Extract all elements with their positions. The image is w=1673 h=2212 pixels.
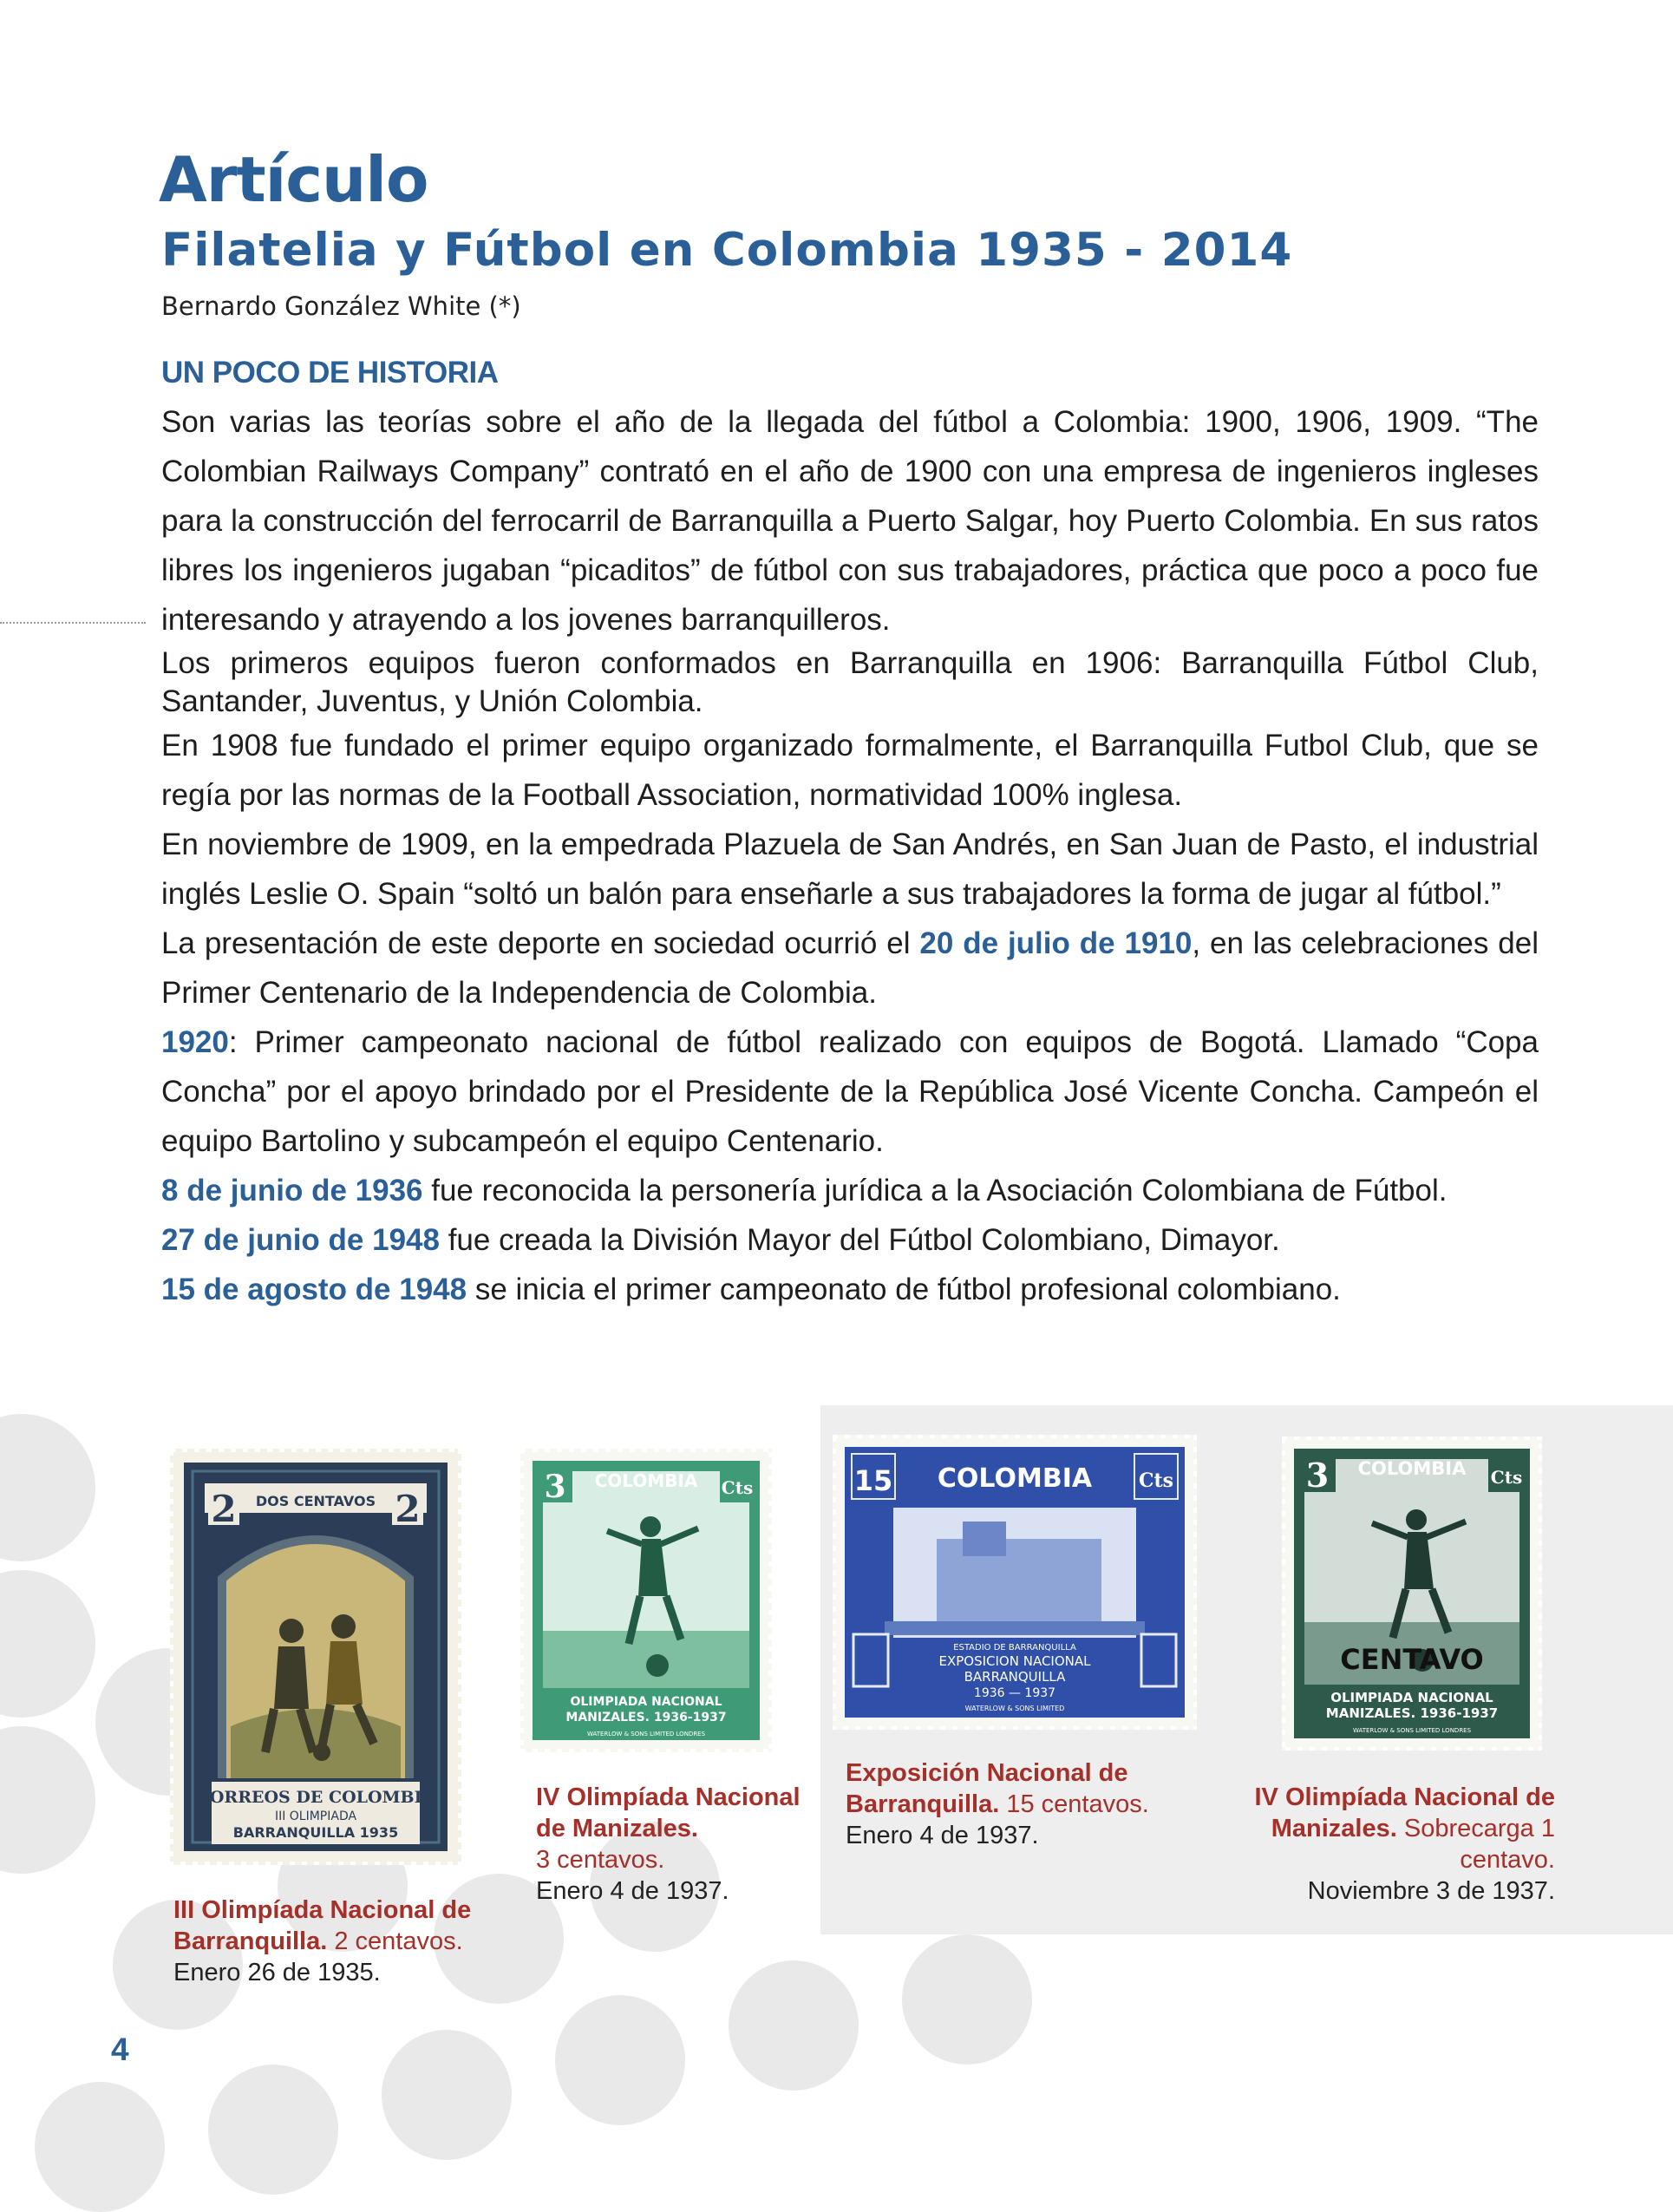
paragraph-6: [161, 1018, 1539, 1166]
paragraph-9: [161, 1265, 1539, 1314]
caption-value: 15 centavos.: [1006, 1790, 1149, 1818]
stamp-3-printer: WATERLOW & SONS LIMITED: [964, 1705, 1065, 1712]
stamp-4-caption: [1210, 1782, 1555, 1907]
stamp-2-country: COLOMBIA: [594, 1470, 698, 1491]
stamp-2-bottom-line2: MANIZALES. 1936-1937: [565, 1711, 727, 1724]
stamp-3-line1: ESTADIO DE BARRANQUILLA: [953, 1643, 1076, 1652]
article-kicker: Artículo: [159, 143, 428, 216]
paragraph-7-text: fue reconocida la personería jurídica a la Asociación Colombiana de Fútbol.: [422, 1174, 1448, 1207]
paragraph-5-text-after: , en las celebraciones del Primer Centenario de la Independencia de Colombia.: [161, 926, 1539, 1010]
stamp-manizales-overprint: [1282, 1436, 1542, 1751]
caption-date: Enero 26 de 1935.: [173, 1959, 381, 1986]
paragraph-7: [161, 1166, 1539, 1215]
caption-value: Sobrecarga 1 centavo.: [1403, 1815, 1555, 1874]
date-highlight: 27 de junio de 1948: [161, 1223, 440, 1257]
stamp-3-currency: Cts: [1138, 1469, 1174, 1492]
stamp-4-bottom-line1: OLIMPIADA NACIONAL: [1330, 1690, 1493, 1705]
paragraph-2: Los primeros equipos fueron conformados en Barranquilla en 1906: Barranquilla Fútbol Club, Santander, Juventus, y Unión Colombia.: [161, 646, 1539, 718]
caption-date: Enero 4 de 1937.: [536, 1877, 729, 1905]
paragraph-1: Son varias las teorías sobre el año de la llegada del fútbol a Colombia: 1900, 1906, 1909. “The Colombian Railways Company” contrató en el año de 1900 con una empresa de ingenieros ingleses para la construcción del ferrocarril de Barranquilla a Puerto Salgar, hoy Puerto Colombia. En sus ratos libres los ingenieros jugaban “picaditos” de fútbol con sus trabajadores, práctica que poco a poco fue interesando y atrayendo a los jovenes barranquilleros.: [161, 405, 1539, 637]
stamp-1-caption: [173, 1895, 494, 1988]
stamp-4-printer: WATERLOW & SONS LIMITED LONDRES: [1352, 1727, 1472, 1734]
stamp-1-top-text: DOS CENTAVOS: [255, 1493, 376, 1509]
stamp-4-value: 3: [1305, 1456, 1330, 1495]
caption-date: Noviembre 3 de 1937.: [1307, 1877, 1555, 1905]
stamp-image: [520, 1449, 772, 1752]
stamp-3-caption: [846, 1757, 1210, 1851]
stamp-1-bottom-line1: CORREOS DE COLOMBIA: [196, 1788, 435, 1807]
stamp-barranquilla-15-cts: [833, 1435, 1197, 1730]
stamp-barranquilla-1935: [170, 1449, 461, 1865]
stamp-3-line2: EXPOSICION NACIONAL: [938, 1653, 1091, 1669]
caption-title: III Olimpíada Nacional de Barranquilla.: [173, 1896, 472, 1955]
section-heading: UN POCO DE HISTORIA: [161, 356, 499, 389]
paragraph-4: En noviembre de 1909, en la empedrada Plazuela de San Andrés, en San Juan de Pasto, el industrial inglés Leslie O. Spain “soltó un balón para enseñarle a sus trabajadores la forma de jugar al fútbol.”: [161, 828, 1539, 911]
paragraph-5: [161, 919, 1539, 1018]
caption-title: IV Olimpíada Nacional de Manizales.: [1254, 1783, 1555, 1842]
paragraph-5-text: La presentación de este deporte en sociedad ocurrió el: [161, 926, 911, 960]
article-body: [161, 397, 1539, 1314]
stamp-3-line3: BARRANQUILLA: [964, 1669, 1066, 1685]
stamp-4-bottom-line2: MANIZALES. 1936-1937: [1325, 1705, 1499, 1721]
date-highlight: 1920: [161, 1025, 229, 1059]
article-title: Filatelia y Fútbol en Colombia 1935 - 2014: [161, 224, 1293, 277]
caption-value: 3 centavos.: [536, 1846, 665, 1874]
stamp-3-line4: 1936 — 1937: [973, 1686, 1056, 1700]
date-highlight: 20 de julio de 1910: [919, 926, 1193, 960]
paragraph-3: En 1908 fue fundado el primer equipo organizado formalmente, el Barranquilla Futbol Club, que se regía por las normas de la Football Association, normatividad 100% inglesa.: [161, 729, 1539, 812]
caption-title: Exposición Nacional de Barranquilla.: [846, 1759, 1128, 1818]
stamp-image: [833, 1435, 1197, 1730]
article-author: Bernardo González White (*): [161, 291, 521, 321]
date-highlight: 15 de agosto de 1948: [161, 1273, 467, 1306]
stamp-image: [170, 1449, 461, 1865]
caption-title: IV Olimpíada Nacional de Manizales.: [536, 1783, 801, 1842]
stamp-2-printer: WATERLOW & SONS LIMITED LONDRES: [586, 1731, 706, 1738]
stamp-manizales-3-cts: [520, 1449, 772, 1752]
stamp-image: [1282, 1436, 1542, 1751]
margin-divider: [0, 622, 146, 624]
stamp-4-currency: Cts: [1490, 1467, 1523, 1488]
stamp-4-overprint: CENTAVO: [1340, 1643, 1484, 1676]
stamp-1-bottom-line2: III OLIMPIADA: [274, 1810, 357, 1823]
stamp-2-caption: [536, 1782, 814, 1907]
stamp-2-currency: Cts: [721, 1477, 754, 1498]
paragraph-9-text: se inicia el primer campeonato de fútbol profesional colombiano.: [467, 1273, 1341, 1306]
paragraph-8-text: fue creada la División Mayor del Fútbol Colombiano, Dimayor.: [439, 1223, 1280, 1257]
stamp-2-value: 3: [544, 1469, 566, 1505]
stamp-3-value: 15: [853, 1464, 893, 1497]
page-number: 4: [111, 2032, 129, 2067]
caption-date: Enero 4 de 1937.: [846, 1822, 1039, 1849]
stamp-1-value-right: 2: [395, 1488, 421, 1530]
stamp-4-country: COLOMBIA: [1357, 1458, 1467, 1479]
stamp-2-bottom-line1: OLIMPIADA NACIONAL: [570, 1695, 722, 1709]
stamp-1-bottom-line3: BARRANQUILLA 1935: [232, 1824, 399, 1841]
paragraph-6-text: : Primer campeonato nacional de fútbol realizado con equipos de Bogotá. Llamado “Copa Concha” por el apoyo brindado por el Presidente de la República José Vicente Concha. Campeón el equipo Bartolino y subcampeón el equipo Centenario.: [161, 1025, 1539, 1158]
date-highlight: 8 de junio de 1936: [161, 1174, 423, 1207]
stamp-3-country: COLOMBIA: [937, 1463, 1093, 1494]
caption-value: 2 centavos.: [334, 1927, 463, 1955]
paragraph-8: [161, 1215, 1539, 1265]
stamp-1-value-left: 2: [211, 1488, 237, 1530]
